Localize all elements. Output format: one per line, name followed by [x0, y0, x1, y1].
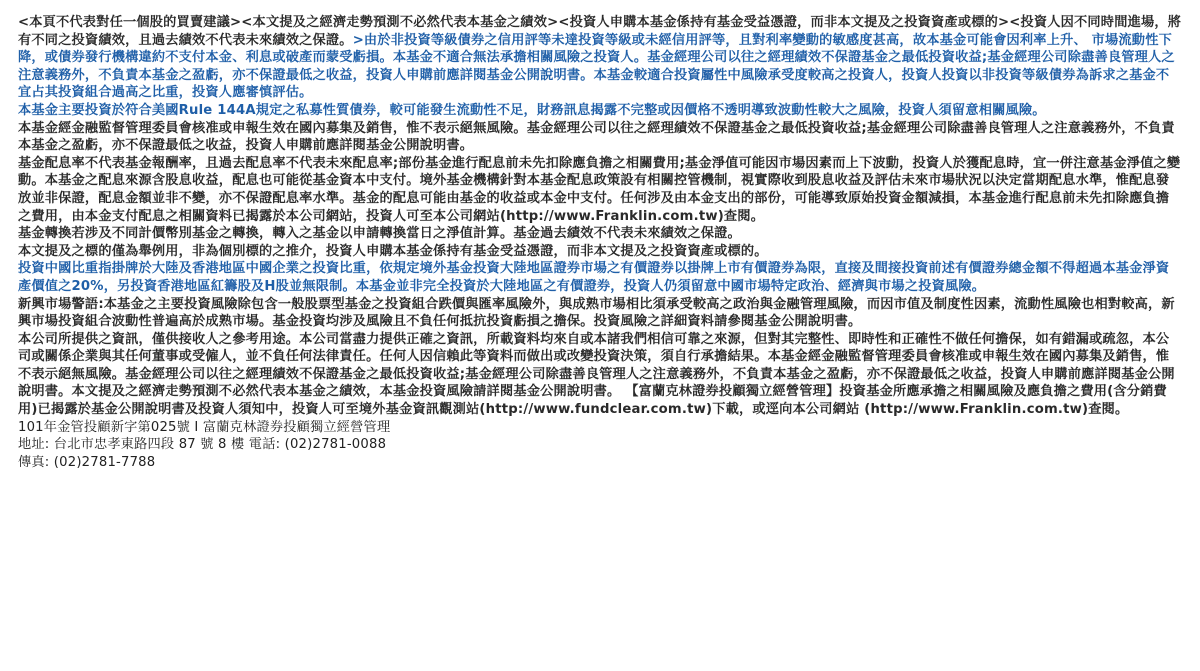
emerging-markets-warning: 新興市場警語:本基金之主要投資風險除包含一般股票型基金之投資組合跌價與匯率風險外，與成熟市場相比須承受較高之政治與金融管理風險，而因市值及制度性因素，流動性風險也相對較高，新興市場投資組合波動性普遍高於成熟市場。基金投資均涉及風險且不負任何抵抗投資虧損之擔保。投資風險之詳細資料請參閱基金公開說明書。: [18, 296, 1175, 330]
investment-advice-notice: <本頁不代表對任一個股的買賣建議><本文提及之經濟走勢預測不必然代表本基金之績效><投資人申購本基金係持有基金受益憑證，而非本文提及之投資資產或標的><投資人因不同時間進場，將有不同之投資績效，且過去績效不代表未來績效之保證。: [18, 15, 1182, 48]
rule-144a-warning: 本基金主要投資於符合美國Rule 144A規定之私募性質債券，較可能發生流動性不足，財務訊息揭露不完整或因價格不透明導致波動性較大之風險，投資人須留意相關風險。: [18, 102, 1046, 118]
dividend-disclaimer: 基金配息率不代表基金報酬率，且過去配息率不代表未來配息率;部份基金進行配息前未先扣除應負擔之相關費用;基金淨值可能因市場因素而上下波動，投資人於獲配息時，宜一併注意基金淨值之變動。本基金之配息來源含股息收益，配息也可能從基金資本中支付。境外基金機構針對本基金配息政策設有相關控管機制，視實際收到股息收益及評估未來市場狀況以決定當期配息水準，惟配息發放並非保證，配息金額並非不變，亦不保證配息率水準。基金的配息可能由基金的收益或本金中支付。任何涉及由本金支出的部份，可能導致原始投資金額減損，本基金進行配息前未先扣除應負擔之費用，由本金支付配息之相關資料已揭露於本公司網站，投資人可至本公司網站(http://www.Franklin.com.tw)查閱。: [18, 155, 1181, 224]
disclaimer-block: [18, 14, 1182, 471]
china-exposure-warning: 投資中國比重指掛牌於大陸及香港地區中國企業之投資比重，依規定境外基金投資大陸地區證券市場之有價證券以掛牌上市有價證券為限，直接及間接投資前述有價證券總金額不得超過本基金淨資產價值之20%，另投資香港地區紅籌股及H股並無限制。本基金並非完全投資於大陸地區之有價證券，投資人仍須留意中國市場特定政治、經濟與市場之投資風險。: [18, 261, 1170, 294]
address-line: 地址: 台北市忠孝東路四段 87 號 8 樓 電話: (02)2781-0088: [18, 437, 387, 453]
example-targets-notice: 本文提及之標的僅為舉例用，非為個別標的之推介，投資人申購本基金係持有基金受益憑證，而非本文提及之投資資產或標的。: [18, 243, 768, 259]
disclaimer-paragraph-1: [18, 14, 1182, 102]
fax-line: 傳真: (02)2781-7788: [18, 454, 156, 470]
high-yield-bond-warning: >由於非投資等級債券之信用評等未達投資等級或未經信用評等，且對利率變動的敏感度甚高，故本基金可能會因利率上升、 市場流動性下降，或債券發行機構違約不支付本金、利息或破產而蒙受虧損。本基金不適合無法承擔相關風險之投資人。基金經理公司以往之經理績效不保證基金之最低投資收益;基金經理公司除盡善良管理人之注意義務外，不負責本基金之盈虧，亦不保證最低之收益，投資人申購前應詳閱基金公開說明書。本基金較適合投資屬性中風險承受度較高之投資人，投資人投資以非投資等級債券為訴求之基金不宜占其投資組合過高之比重，投資人應審慎評估。: [18, 32, 1175, 101]
fund-conversion-notice: 基金轉換若涉及不同計價幣別基金之轉換，轉入之基金以申請轉換當日之淨值計算。基金過去績效不代表未來績效之保證。: [18, 226, 741, 242]
information-disclaimer: 本公司所提供之資訊，僅供接收人之參考用途。本公司當盡力提供正確之資訊，所載資料均來自或本諸我們相信可靠之來源，但對其完整性、即時性和正確性不做任何擔保，如有錯漏或疏忽，本公司或關係企業與其任何董事或受僱人，並不負任何法律責任。任何人因信賴此等資料而做出或改變投資決策，須自行承擔結果。本基金經金融監督管理委員會核准或申報生效在國內募集及銷售，惟不表示絕無風險。基金經理公司以往之經理績效不保證基金之最低投資收益;基金經理公司除盡善良管理人之注意義務外，不負責本基金之盈虧，亦不保證最低之收益，投資人申購前應詳閱基金公開說明書。本文提及之經濟走勢預測不必然代表本基金之績效，本基金投資風險請詳閱基金公開說明書。 【富蘭克林證券投顧獨立經營管理】投資基金所應承擔之相關風險及應負擔之費用(含分銷費用)已揭露於基金公開說明書及投資人須知中，投資人可至境外基金資訊觀測站(http://www.fundclear.com.tw)下載，或逕向本公司網站 (http://www.Franklin.com.tw)查閱。: [18, 331, 1175, 418]
fsc-approval-notice: 本基金經金融監督管理委員會核准或申報生效在國內募集及銷售，惟不表示絕無風險。基金經理公司以往之經理績效不保證基金之最低投資收益;基金經理公司除盡善良管理人之注意義務外，不負責本基金之盈虧，亦不保證最低之收益，投資人申購前應詳閱基金公開說明書。: [18, 120, 1175, 154]
license-line: 101年金管投顧新字第025號 I 富蘭克林證券投顧獨立經營管理: [18, 419, 391, 435]
